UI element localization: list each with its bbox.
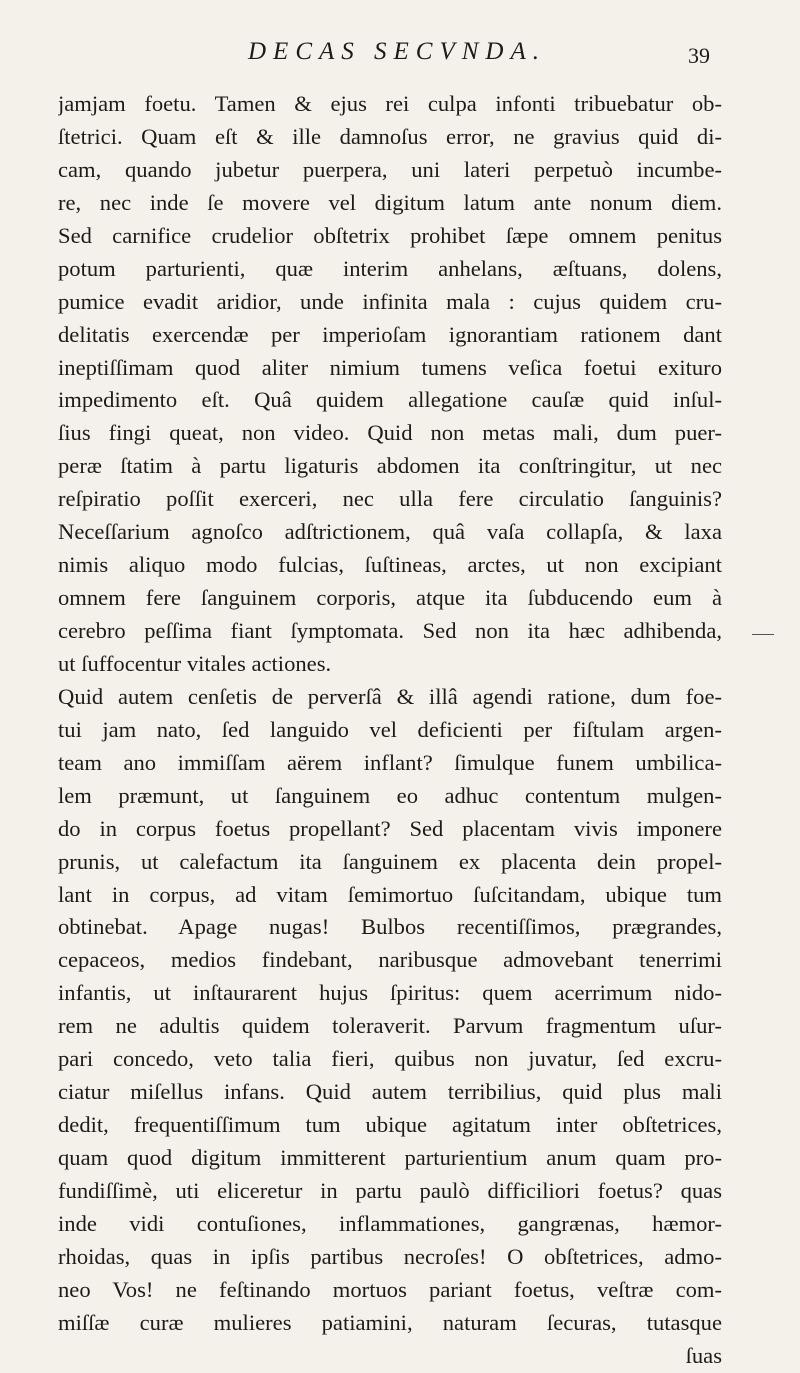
text-line: Quid autem cenſetis de perverſâ & illâ agendi ratione, dum foe- xyxy=(58,683,722,709)
text-line: delitatis exercendæ per imperioſam ignorantiam rationem dant xyxy=(58,321,722,347)
text-line: ineptiſſimam quod aliter nimium tumens veſica foetui exituro xyxy=(58,354,722,380)
text-line: ut ſuffocentur vitales actiones. xyxy=(58,650,332,676)
text-line: obtinebat. Apage nugas! Bulbos recentiſſimos, prægrandes, xyxy=(58,914,722,940)
text-line: tui jam nato, ſed languido vel deficienti per fiſtulam argen- xyxy=(58,716,722,742)
text-line: lant in corpus, ad vitam ſemimortuo ſuſcitandam, ubique tum xyxy=(58,881,722,907)
text-line: rhoidas, quas in ipſis partibus necroſes! O obſtetrices, admo- xyxy=(58,1243,722,1269)
text-line: pumice evadit aridior, unde infinita mala : cujus quidem cru- xyxy=(58,288,722,314)
text-line: re, nec inde ſe movere vel digitum latum ante nonum diem. xyxy=(58,189,722,215)
text-line: cerebro peſſima fiant ſymptomata. Sed non ita hæc adhibenda, xyxy=(58,618,722,643)
text-line: quam quod digitum immitterent parturientium anum quam pro- xyxy=(58,1145,722,1170)
text-line: potum parturienti, quæ interim anhelans, æſtuans, dolens, xyxy=(58,255,722,281)
text-line: neo Vos! ne feſtinando mortuos pariant foetus, veſtræ com- xyxy=(58,1276,722,1302)
text-line: inde vidi contuſiones, inflammationes, gangrænas, hæmor- xyxy=(58,1210,722,1236)
text-line: peræ ſtatim à partu ligaturis abdomen ita conſtringitur, ut nec xyxy=(58,453,722,479)
page-number: 39 xyxy=(688,43,710,68)
page-header xyxy=(132,36,710,76)
text-line: ciatur miſellus infans. Quid autem terribilius, quid plus mali xyxy=(58,1079,722,1105)
text-line: impedimento eſt. Quâ quidem allegatione cauſæ quid inſul- xyxy=(58,387,722,413)
running-head: DECAS SECVNDA. xyxy=(248,38,546,65)
margin-dash-mark xyxy=(752,634,774,635)
catchword: ſuas xyxy=(685,1342,722,1368)
body-text xyxy=(58,88,722,1373)
text-line: omnem fere ſanguinem corporis, atque ita ſubducendo eum à xyxy=(58,585,722,611)
text-line: dedit, frequentiſſimum tum ubique agitatum inter obſtetrices, xyxy=(58,1112,722,1138)
text-line: infantis, ut inſtaurarent hujus ſpiritus: quem acerrimum nido- xyxy=(58,980,722,1006)
text-line: fundiſſimè, uti eliceretur in partu paulò difficiliori foetus? quas xyxy=(58,1177,722,1203)
text-line: cepaceos, medios findebant, naribusque admovebant tenerrimi xyxy=(58,947,722,973)
text-line: ſtetrici. Quam eſt & ille damnoſus error, ne gravius quid di- xyxy=(58,123,722,149)
text-line: ſius fingi queat, non video. Quid non metas mali, dum puer- xyxy=(58,420,722,446)
text-line: cam, quando jubetur puerpera, uni lateri perpetuò incumbe- xyxy=(58,156,722,182)
text-line: lem præmunt, ut ſanguinem eo adhuc contentum mulgen- xyxy=(58,782,722,808)
text-line: miſſæ curæ mulieres patiamini, naturam ſecuras, tutasque xyxy=(58,1309,722,1335)
text-line: Neceſſarium agnoſco adſtrictionem, quâ vaſa collapſa, & laxa xyxy=(58,519,722,545)
text-line: rem ne adultis quidem toleraverit. Parvum fragmentum uſur- xyxy=(58,1013,722,1039)
text-line: jamjam foetu. Tamen & ejus rei culpa infonti tribuebatur ob- xyxy=(58,91,722,116)
text-line: reſpiratio poſſit exerceri, nec ulla fere circulatio ſanguinis? xyxy=(58,486,722,512)
text-line: team ano immiſſam aërem inflant? ſimulque funem umbilica- xyxy=(58,749,722,775)
text-line: Sed carnifice crudelior obſtetrix prohibet ſæpe omnem penitus xyxy=(58,222,722,248)
text-line: pari concedo, veto talia fieri, quibus non juvatur, ſed excru- xyxy=(58,1046,722,1072)
text-line: prunis, ut calefactum ita ſanguinem ex placenta dein propel- xyxy=(58,848,722,874)
text-line: nimis aliquo modo fulcias, ſuſtineas, arctes, ut non excipiant xyxy=(58,552,722,578)
text-line: do in corpus foetus propellant? Sed placentam vivis imponere xyxy=(58,815,722,841)
